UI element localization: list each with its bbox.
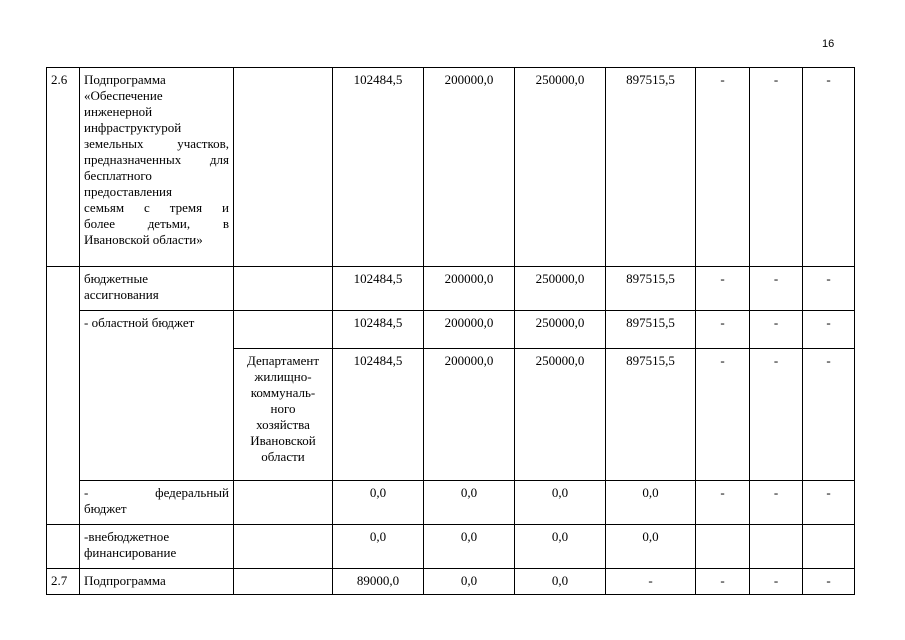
executor-cell [234, 267, 333, 311]
value-cell: 102484,5 [333, 349, 424, 481]
value-cell: 0,0 [424, 525, 515, 569]
funding-name-cell: бюджетные ассигнования [80, 267, 234, 311]
value-cell: 0,0 [424, 569, 515, 595]
value-cell: - [696, 349, 750, 481]
value-cell: - [803, 267, 855, 311]
row-number-cell [47, 267, 80, 525]
row-number-cell: 2.7 [47, 569, 80, 595]
value-cell: - [803, 68, 855, 267]
executor-cell: Департамент жилищно- коммуналь- ного хозяйства Ивановской области [234, 349, 333, 481]
value-cell: 0,0 [333, 481, 424, 525]
value-cell: 102484,5 [333, 267, 424, 311]
subprogram-name-cell: Подпрограмма [80, 569, 234, 595]
value-cell: - [803, 311, 855, 349]
table-row [47, 481, 855, 525]
row-number-cell [47, 525, 80, 569]
subprogram-name-cell: Подпрограмма «Обеспечение инженерной инфраструктурой земельных участков, предназначенных для бесплатного предоставления семьям с тремя и более детьми, в Ивановской области» [80, 68, 234, 267]
value-cell: - [803, 481, 855, 525]
funding-name-cell: - областной бюджет [80, 311, 234, 481]
value-cell: 250000,0 [515, 267, 606, 311]
executor-cell [234, 68, 333, 267]
executor-cell [234, 569, 333, 595]
value-cell: - [803, 349, 855, 481]
value-cell: 0,0 [515, 525, 606, 569]
value-cell: 897515,5 [606, 68, 696, 267]
value-cell: - [750, 481, 803, 525]
value-cell: 0,0 [515, 481, 606, 525]
value-cell: 897515,5 [606, 267, 696, 311]
value-cell: 897515,5 [606, 349, 696, 481]
page-number: 16 [822, 38, 835, 50]
value-cell: 102484,5 [333, 311, 424, 349]
table-row [47, 525, 855, 569]
value-cell: 200000,0 [424, 267, 515, 311]
value-cell [696, 525, 750, 569]
value-cell: 102484,5 [333, 68, 424, 267]
value-cell: 0,0 [606, 481, 696, 525]
value-cell: 250000,0 [515, 68, 606, 267]
value-cell: - [803, 569, 855, 595]
executor-cell [234, 481, 333, 525]
value-cell: - [696, 68, 750, 267]
funding-name-cell: -внебюджетное финансирование [80, 525, 234, 569]
table-row [47, 311, 855, 349]
table-row [47, 68, 855, 267]
value-cell: - [750, 569, 803, 595]
value-cell: - [696, 569, 750, 595]
value-cell: 0,0 [606, 525, 696, 569]
value-cell: 897515,5 [606, 311, 696, 349]
table-row [47, 569, 855, 595]
value-cell [803, 525, 855, 569]
value-cell: - [696, 481, 750, 525]
value-cell: - [750, 311, 803, 349]
row-number-cell: 2.6 [47, 68, 80, 267]
funding-name-cell: - федеральный бюджет [80, 481, 234, 525]
value-cell: 0,0 [424, 481, 515, 525]
value-cell: - [696, 267, 750, 311]
executor-cell [234, 311, 333, 349]
value-cell: - [696, 311, 750, 349]
value-cell: 200000,0 [424, 349, 515, 481]
value-cell: 89000,0 [333, 569, 424, 595]
value-cell: - [750, 267, 803, 311]
value-cell: - [750, 349, 803, 481]
value-cell: 0,0 [333, 525, 424, 569]
value-cell: 250000,0 [515, 349, 606, 481]
value-cell: 0,0 [515, 569, 606, 595]
value-cell: - [750, 68, 803, 267]
value-cell: 200000,0 [424, 68, 515, 267]
value-cell [750, 525, 803, 569]
value-cell: - [606, 569, 696, 595]
value-cell: 200000,0 [424, 311, 515, 349]
executor-cell [234, 525, 333, 569]
table-row [47, 267, 855, 311]
budget-table [46, 67, 855, 595]
value-cell: 250000,0 [515, 311, 606, 349]
